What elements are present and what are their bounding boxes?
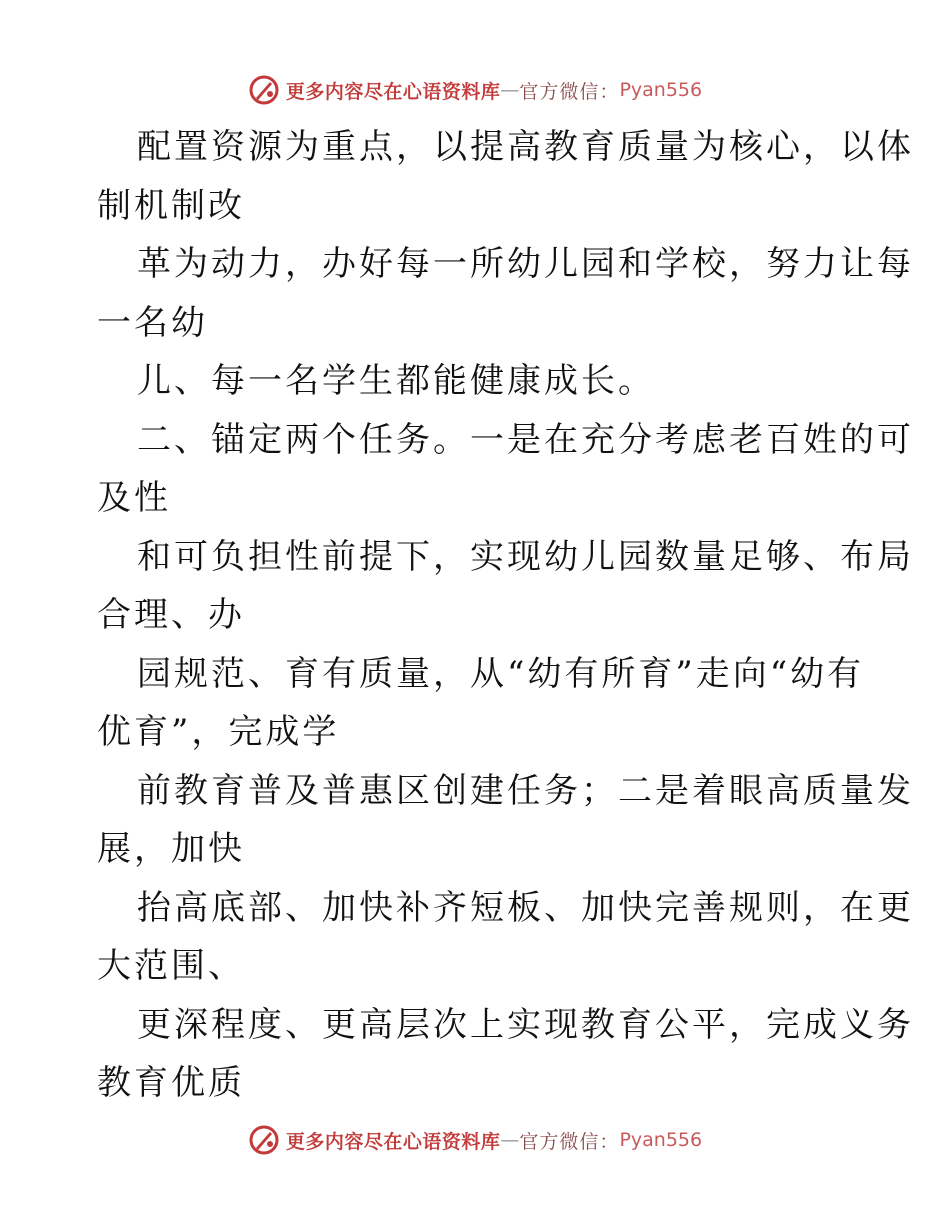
watermark-wechat-id: Pyan556 <box>619 1129 703 1151</box>
text-line: 前教育普及普惠区创建任务；二是着眼高质量发 <box>137 770 914 811</box>
text-line: 制机制改 <box>97 185 245 226</box>
text-line: 大范围、 <box>97 946 245 986</box>
document-body <box>97 118 914 1113</box>
watermark-dash: — <box>500 1129 520 1151</box>
text-line: 合理、办 <box>97 595 245 635</box>
text-line: 儿、每一名学生都能健康成长。 <box>137 361 655 401</box>
text-line: 抬高底部、加快补齐短板、加快完善规则，在更 <box>137 887 914 928</box>
watermark-sub-text: 官方微信： <box>519 1130 620 1153</box>
text-line: 二、锚定两个任务。一是在充分考虑老百姓的可 <box>137 419 914 460</box>
text-line: 优育”，完成学 <box>97 712 340 752</box>
text-line: 一名幼 <box>97 302 208 343</box>
text-line: 及性 <box>97 478 171 518</box>
text-line: 和可负担性前提下，实现幼儿园数量足够、布局 <box>137 536 914 577</box>
watermark-main-text: 更多内容尽在心语资料库 <box>285 1130 501 1153</box>
watermark-wechat-id: Pyan556 <box>619 79 703 101</box>
text-line: 更深程度、更高层次上实现教育公平，完成义务 <box>137 1004 914 1045</box>
watermark-dash: — <box>500 79 520 101</box>
quill-logo-icon <box>248 1124 280 1156</box>
text-line: 教育优质 <box>97 1063 245 1103</box>
header-watermark <box>0 70 950 110</box>
watermark-sub-text: 官方微信： <box>519 80 620 103</box>
text-line: 配置资源为重点，以提高教育质量为核心，以体 <box>137 127 914 167</box>
text-line: 革为动力，办好每一所幼儿园和学校，努力让每 <box>137 244 914 284</box>
watermark-main-text: 更多内容尽在心语资料库 <box>285 80 501 103</box>
text-line: 园规范、育有质量，从“幼有所育”走向“幼有 <box>137 653 865 694</box>
quill-logo-icon <box>248 74 280 106</box>
footer-watermark <box>0 1120 950 1160</box>
text-line: 展，加快 <box>97 829 245 869</box>
